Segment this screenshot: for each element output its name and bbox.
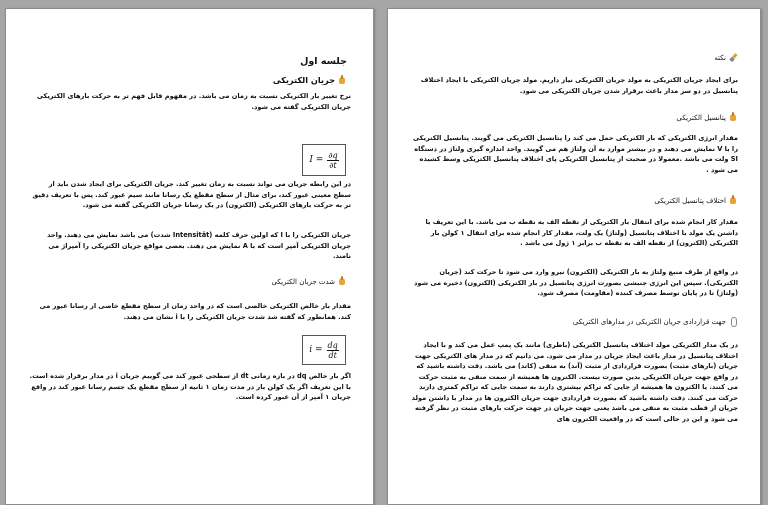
section-heading-text: جریان الکتریکی bbox=[272, 75, 335, 85]
formula-denominator: ∂t bbox=[329, 160, 337, 170]
paragraph: مقدار انرژی الکتریکی که بار الکتریکی حمل می کند را پتانسیل الکتریکی می گویند. پتانسیل الکتریکی را با V نمایش می دهند و در بیشتر موارد به آن ولتاژ هم می گویند. واحد اندازه گیری ولتاژ در دستگاه SI ولت می باشد .معمولا در صحبت از پتانسیل الکتریکی پای اختلاف پتانسیل الکتریکی وسط کشیده می شود . bbox=[413, 134, 738, 174]
paragraph: جریان الکتریکی را با I که اولین حرف کلمه (Intensität شدت) می باشد نمایش می دهند. واحد جریان الکتریکی آمپر است که با A نمایش می دهند. بعضی مواقع جریان الکتریکی را آمپراژ می نامند. bbox=[47, 231, 351, 260]
note-heading-text: نکته bbox=[714, 53, 726, 62]
document-page-right bbox=[387, 8, 761, 505]
paragraph: مقدار بار خالص الکتریکی خالصی است که در واحد زمان از سطح مقطع خاصی از رسانا عبور می کند. همانطور که گفته شد شدت جریان الکتریکی را با i نشان می دهند. bbox=[39, 302, 351, 321]
paragraph: در این رابطه جریان می تواند نسبت به زمان تغییر کند. جریان الکتریکی برای ایجاد شدن باید از سطح معینی عبور کند، برای مثال از سطح مقطع یک رسانا مانند سیم عبور کند. پس با تعریف دقیق تر به حرکت بارهای الکتریکی (الکترون) در یک رسانا جریان الکتریکی گفته می شود. bbox=[32, 180, 351, 209]
paragraph: مقدار کار انجام شده برای انتقال بار الکتریکی از نقطه الف به نقطه ب می باشد. با این تعریف با داشتن یک مولد با اختلاف پتانسیل (ولتاژ) یک ولت، مقدار کار انجام شده برای انتقال ۱ کولن بار الکتریکی (الکترون) از نقطه الف به نقطه ب برابر ۱ ژول می باشد . bbox=[425, 218, 738, 247]
section-heading-intensity bbox=[147, 277, 347, 286]
formula-lhs: i = bbox=[309, 345, 323, 355]
paragraph: برای ایجاد جریان الکتریکی به مولد جریان الکتریکی نیاز داریم. مولد جریان الکتریکی با ایجاد اختلاف پتانسیل در دو سر مدار باعث برقرار شدن جریان الکتریکی می شود. bbox=[420, 76, 738, 95]
section-heading-potential bbox=[538, 113, 738, 122]
section-heading-text: اختلاف پتانسیل الکتریکی bbox=[654, 196, 726, 205]
section-heading-direction bbox=[438, 317, 738, 326]
hand-icon bbox=[729, 196, 738, 205]
formula-numerator: dq bbox=[327, 340, 338, 350]
paragraph: نرخ تغییر بار الکتریکی نسبت به زمان می باشد. در مفهوم قابل فهم تر به حرکت بارهای الکتریکی جریان الکتریکی گفته می شود. bbox=[36, 92, 351, 111]
document-page-left bbox=[5, 8, 374, 505]
pen-icon bbox=[729, 53, 738, 62]
section-heading-text: جهت قراردادی جریان الکتریکی در مدارهای الکتریکی bbox=[572, 317, 726, 326]
hand-icon bbox=[338, 277, 347, 286]
hand-icon bbox=[338, 76, 347, 85]
section-heading-text: شدت جریان الکتریکی bbox=[271, 277, 335, 286]
page-title: جلسه اول bbox=[300, 56, 347, 67]
formula-denominator: dt bbox=[328, 350, 337, 360]
formula-lhs: I = bbox=[309, 155, 324, 165]
note-heading bbox=[538, 53, 738, 62]
section-heading-current bbox=[147, 75, 347, 85]
formula-intensity bbox=[302, 335, 346, 365]
paragraph: در یک مدار الکتریکی مولد اختلاف پتانسیل الکتریکی (باطری) مانند یک پمپ عمل می کند و با ایجاد اختلاف پتانسیل در مدار باعث ایجاد جریان در مدار می شود. می دانیم که در مدار های الکتریکی جهت جریان (بارهای مثبت) بصورت قراردادی از مثبت (آند) به منفی (کاتد) می باشد. دقت داشته باشید که در واقع جهت جریان الکتریکی بدین صورت نیست. الکترون ها همیشه از سمت منفی به مثبت حرکت می کنند. یا الکترون ها همیشه از جایی که تراکم بیشتری دارند به سمت جایی که تراکم کمتری دارند حرکت می کنند. دقت داشته باشید که بصورت قراردادی جهت جریان الکترون ها در مدار با داشتن مولد جریان از قطب مثبت به منفی می باشد یعنی جهت جریان در جهت حرکت بارهای مثبت در نظر گرفته می شود و این در حالی است که در واقعیت الکترون های bbox=[411, 341, 738, 423]
section-heading-text: پتانسیل الکتریکی bbox=[676, 113, 726, 122]
section-heading-difference bbox=[538, 196, 738, 205]
formula-current bbox=[302, 144, 346, 176]
paperclip-icon bbox=[729, 317, 738, 326]
paragraph: اگر بار خالص dq در بازه زمانی dt از سطحی عبور کند می گوییم جریان i در مدار برقرار شده است. با این تعریف اگر یک کولن بار در مدت زمان ۱ ثانیه از سطح مقطع یک جسم رسانا عبور کند در واقع جریان ۱ آمپر از آن عبور کرده است. bbox=[29, 372, 351, 401]
paragraph: در واقع از طرف منبع ولتاژ به بار الکتریکی (الکترون) نیرو وارد می شود تا حرکت کند (جریان الکتریکی). سپس این انرژی جنبشی بصورت انرژی پتانسیل در بار الکتریکی (الکترون) ذخیره می شود (ولتاژ) تا در پایان توسط مصرف کننده (مقاومت) مصرف شود. bbox=[414, 268, 738, 297]
hand-icon bbox=[729, 113, 738, 122]
formula-numerator: ∂q bbox=[328, 150, 338, 160]
